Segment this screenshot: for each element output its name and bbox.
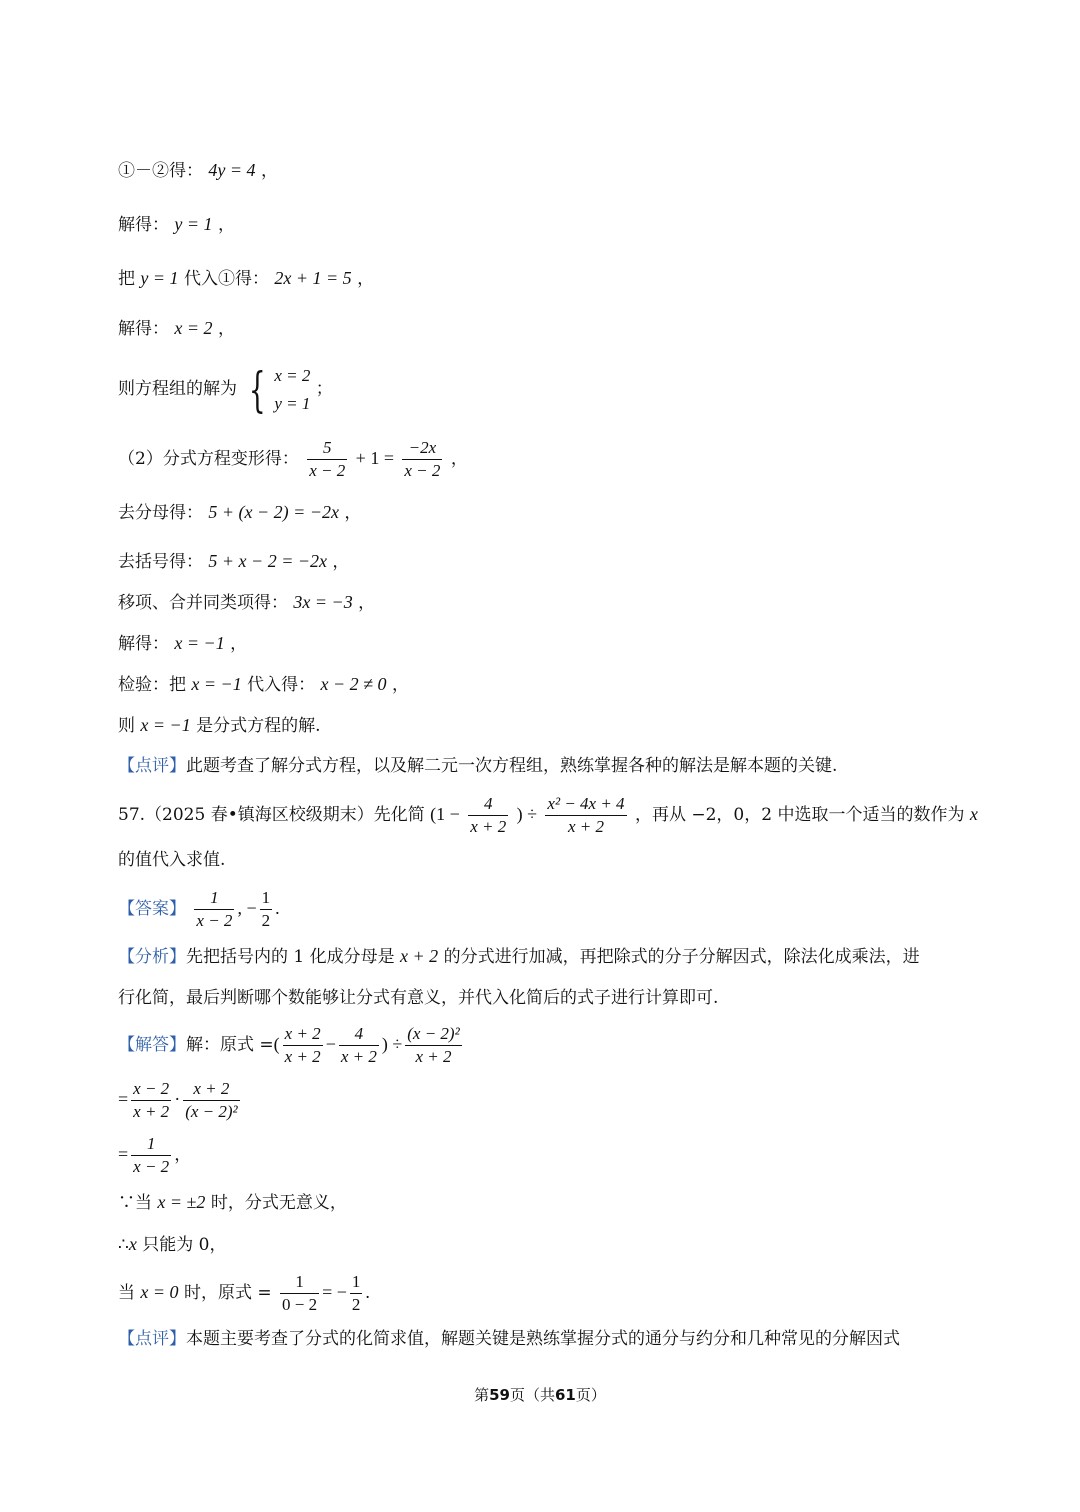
equation: x − 2 ≠ 0 xyxy=(320,674,387,694)
text: ， xyxy=(217,319,235,339)
text: 检验：把 xyxy=(118,675,186,695)
line-combine-terms xyxy=(118,590,375,615)
equation: · xyxy=(174,1089,181,1109)
text: 解得： xyxy=(118,215,169,235)
numerator: −2x xyxy=(402,437,442,460)
solution-step-6 xyxy=(118,1268,370,1317)
line-solve-y xyxy=(118,212,235,237)
text: ， xyxy=(357,269,375,289)
equation: y = 1 xyxy=(140,268,179,288)
denominator: x − 2 xyxy=(309,461,346,480)
denominator: 2 xyxy=(351,1295,361,1314)
numerator: x + 2 xyxy=(183,1078,239,1101)
text: 的值代入求值. xyxy=(118,850,226,870)
denominator: x + 2 xyxy=(470,817,507,836)
text: 去分母得： xyxy=(118,503,203,523)
text: ∵当 xyxy=(118,1193,152,1213)
numerator: x² − 4x + 4 xyxy=(545,793,626,816)
equation: y = 1 xyxy=(174,214,213,234)
page-footer xyxy=(0,1384,1080,1405)
numerator: 4 xyxy=(339,1023,379,1046)
equation: 3x = −3 xyxy=(293,592,353,612)
text: 去括号得： xyxy=(118,552,203,572)
analysis-line-2 xyxy=(118,986,718,1010)
text: ， xyxy=(358,593,376,613)
fraction xyxy=(131,1133,171,1178)
text: ， xyxy=(450,449,468,469)
equation: 5 + (x − 2) = −2x xyxy=(208,502,339,522)
question-header: 57.（2025 春•镇海区校级期末）先化简 xyxy=(118,805,425,825)
equation: x = 0 xyxy=(140,1282,179,1302)
equation-system xyxy=(242,361,310,419)
answer-tag: 【答案】 xyxy=(118,899,186,919)
line-conclusion xyxy=(118,713,321,738)
numerator: (x − 2)² xyxy=(405,1023,461,1046)
equation: x = −1 xyxy=(174,633,225,653)
line-solve-x-2 xyxy=(118,631,247,656)
review-tag: 【点评】 xyxy=(118,1329,186,1349)
text: ， xyxy=(391,675,409,695)
text: ∴ xyxy=(118,1235,129,1255)
review-text: 此题考查了解分式方程，以及解二元一次方程组，熟练掌握各种的解法是解本题的关键. xyxy=(186,756,838,776)
equation: x + 2 xyxy=(400,946,439,966)
review-text: 本题主要考查了分式的化简求值，解题关键是熟练掌握分式的通分与约分和几种常见的分解因式 xyxy=(186,1329,900,1349)
numerator: x + 2 xyxy=(283,1023,323,1046)
variable: x xyxy=(128,1234,137,1254)
text: ①－②得： xyxy=(118,161,203,181)
denominator: x + 2 xyxy=(567,817,604,836)
text: 当 xyxy=(118,1283,135,1303)
review-paragraph-1 xyxy=(118,754,837,778)
solution-tag: 【解答】 xyxy=(118,1035,186,1055)
line-solve-x xyxy=(118,316,235,341)
equation: x = −1 xyxy=(140,715,191,735)
footer-text: 页） xyxy=(575,1386,606,1404)
text: 解得： xyxy=(118,634,169,654)
equation: − xyxy=(325,1034,336,1054)
text: 先把括号内的 1 化成分母是 xyxy=(186,947,395,967)
text: ，再从 −2，0，2 中选取一个适当的数作为 xyxy=(634,805,965,825)
fraction xyxy=(339,1023,379,1068)
system-row: y = 1 xyxy=(274,394,311,413)
equation: = − xyxy=(322,1282,347,1302)
equation: x = 2 xyxy=(174,318,213,338)
equation: 4y = 4 xyxy=(208,160,256,180)
text: . xyxy=(365,1282,370,1302)
line-clear-denominator xyxy=(118,500,361,525)
variable: x xyxy=(969,804,978,824)
total-pages: 61 xyxy=(555,1386,576,1404)
fraction xyxy=(280,1271,319,1316)
solution-step-4 xyxy=(118,1190,347,1215)
numerator: 1 xyxy=(260,887,273,910)
system-row: x = 2 xyxy=(274,366,311,385)
text: 行化简，最后判断哪个数能够让分式有意义，并代入化简后的式子进行计算即可. xyxy=(118,988,719,1008)
text: 则 xyxy=(118,716,135,736)
fraction xyxy=(402,437,442,482)
line-subtract-equations xyxy=(118,158,278,183)
text: 代入①得： xyxy=(183,269,269,289)
equation: 5 + x − 2 = −2x xyxy=(208,551,327,571)
text: ， xyxy=(344,503,362,523)
denominator: x + 2 xyxy=(340,1047,377,1066)
line-substitute xyxy=(118,266,374,291)
denominator: x − 2 xyxy=(133,1157,170,1176)
text: . xyxy=(275,898,280,918)
fraction xyxy=(283,1023,323,1068)
equation: ) ÷ xyxy=(381,1034,403,1054)
line-remove-brackets xyxy=(118,549,349,574)
text: 时，原式 = xyxy=(183,1283,272,1303)
line-system-solution xyxy=(118,360,333,419)
denominator: x − 2 xyxy=(404,461,441,480)
equation: = xyxy=(118,1089,129,1109)
solution-step-1 xyxy=(118,1020,465,1069)
denominator: x − 2 xyxy=(196,911,233,930)
fraction xyxy=(405,1023,461,1068)
numerator: 1 xyxy=(350,1271,363,1294)
review-paragraph-2 xyxy=(118,1327,900,1351)
fraction xyxy=(260,887,273,932)
fraction xyxy=(183,1078,239,1123)
numerator: 1 xyxy=(194,887,234,910)
text: ； xyxy=(315,379,333,399)
text: ， xyxy=(332,552,350,572)
solution-step-3 xyxy=(118,1130,191,1179)
fraction xyxy=(468,793,508,838)
fraction xyxy=(194,887,234,932)
text: 则方程组的解为 xyxy=(118,379,237,399)
equation: , − xyxy=(237,898,257,918)
text: 解得： xyxy=(118,319,169,339)
numerator: 1 xyxy=(131,1133,171,1156)
solution-step-2 xyxy=(118,1075,243,1124)
text: （2）分式方程变形得： xyxy=(118,449,299,469)
equation: x = ±2 xyxy=(157,1192,206,1212)
numerator: 1 xyxy=(280,1271,319,1294)
footer-text: 第 xyxy=(474,1386,490,1404)
text: 移项、合并同类项得： xyxy=(118,593,288,613)
denominator: (x − 2)² xyxy=(185,1102,238,1121)
review-tag: 【点评】 xyxy=(118,756,186,776)
page-number: 59 xyxy=(489,1386,510,1404)
equation: = xyxy=(118,1144,129,1164)
analysis-tag: 【分析】 xyxy=(118,947,186,967)
text: 的分式进行加减，再把除式的分子分解因式，除法化成乘法，进 xyxy=(443,947,920,967)
text: 时，分式无意义， xyxy=(210,1193,347,1213)
numerator: 4 xyxy=(468,793,508,816)
analysis-line-1 xyxy=(118,944,920,969)
text: ， xyxy=(174,1145,192,1165)
denominator: x + 2 xyxy=(133,1102,170,1121)
brace-symbol: { xyxy=(249,362,267,418)
denominator: x + 2 xyxy=(415,1047,452,1066)
equation: x = −1 xyxy=(191,674,242,694)
denominator: 0 − 2 xyxy=(282,1295,318,1314)
equation: ( xyxy=(273,1034,280,1054)
equation: ) ÷ xyxy=(516,804,538,824)
equation: (1 − xyxy=(430,804,460,824)
fraction xyxy=(307,437,347,482)
footer-text: 页（共 xyxy=(509,1386,555,1404)
solution-step-5 xyxy=(118,1232,226,1257)
text: ， xyxy=(217,215,235,235)
numerator: x − 2 xyxy=(131,1078,171,1101)
text: 代入得： xyxy=(247,675,316,695)
equation: 2x + 1 = 5 xyxy=(274,268,352,288)
question-57-line-1 xyxy=(118,790,978,839)
text: 把 xyxy=(118,269,135,289)
text: ， xyxy=(260,161,278,181)
equation: + 1 = xyxy=(355,448,394,468)
numerator: 5 xyxy=(307,437,347,460)
fraction xyxy=(545,793,626,838)
answer-paragraph xyxy=(118,884,280,933)
denominator: 2 xyxy=(261,911,271,930)
text: 是分式方程的解. xyxy=(196,716,321,736)
text: ， xyxy=(230,634,248,654)
line-fractional-equation xyxy=(118,434,468,483)
denominator: x + 2 xyxy=(284,1047,321,1066)
text: 只能为 0， xyxy=(142,1235,227,1255)
fraction xyxy=(131,1078,171,1123)
fraction xyxy=(350,1271,363,1316)
text: 解：原式 = xyxy=(186,1035,274,1055)
line-check xyxy=(118,672,409,697)
question-57-line-2 xyxy=(118,848,225,872)
